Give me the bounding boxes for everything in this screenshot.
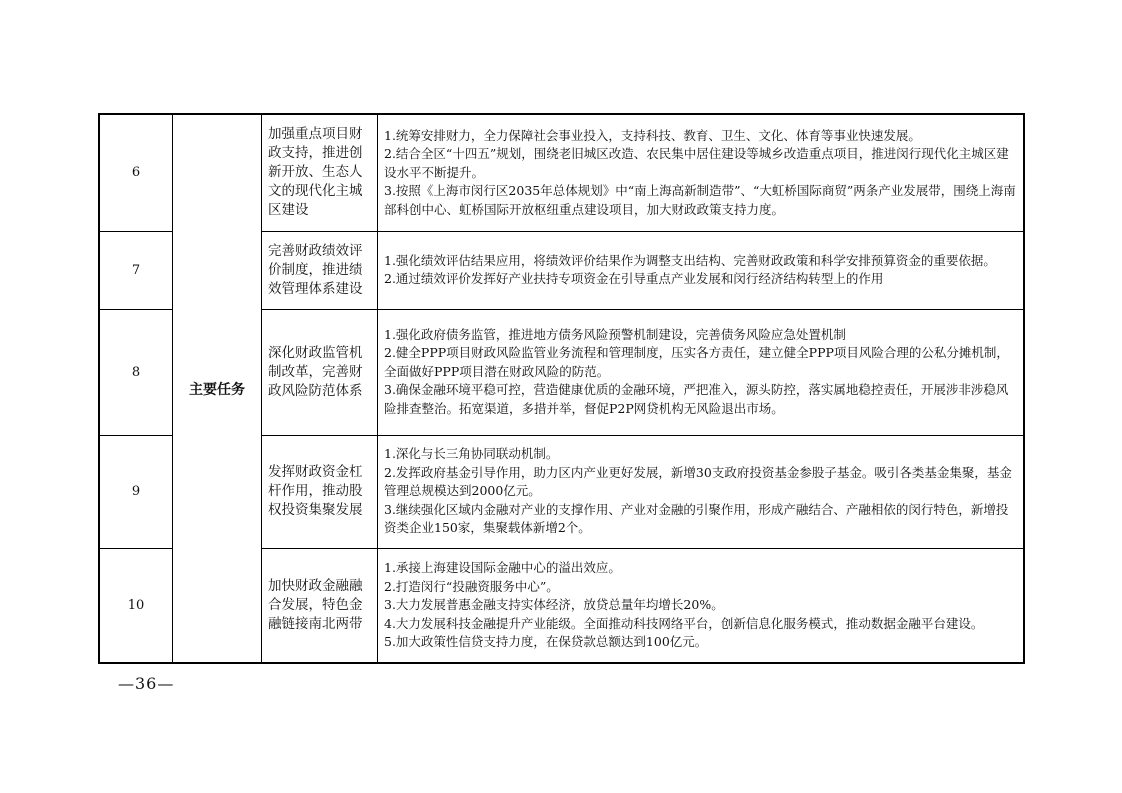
row-number: 10 <box>99 548 173 663</box>
row-number: 9 <box>99 435 173 548</box>
row-number: 7 <box>99 231 173 309</box>
task-details <box>378 435 1025 548</box>
detail-item: 3.按照《上海市闵行区2035年总体规划》中“南上海高新制造带”、“大虹桥国际商贸”两条产业发展带，围绕上海南部科创中心、虹桥国际开放枢纽重点建设项目，加大财政政策支持力度。 <box>384 183 1016 217</box>
detail-item: 1.强化政府债务监管，推进地方债务风险预警机制建设，完善债务风险应急处置机制 <box>384 326 846 342</box>
detail-item: 1.统筹安排财力，全力保障社会事业投入，支持科技、教育、卫生、文化、体育等事业快速发展。 <box>384 127 921 143</box>
detail-item: 1.强化绩效评估结果应用，将绩效评价结果作为调整支出结构、完善财政政策和科学安排预算资金的重要依据。 <box>384 252 996 268</box>
detail-item: 2.结合全区“十四五”规划，围绕老旧城区改造、农民集中居住建设等城乡改造重点项目，推进闵行现代化主城区建设水平不断提升。 <box>384 146 1009 180</box>
page-number: —36— <box>118 674 175 693</box>
task-details <box>378 231 1025 309</box>
table-row <box>99 114 1024 231</box>
row-number: 8 <box>99 309 173 435</box>
task-details <box>378 309 1025 435</box>
detail-item: 3.继续强化区域内金融对产业的支撑作用、产业对金融的引聚作用，形成产融结合、产融相依的闵行特色，新增投资类企业150家，集聚载体新增2个。 <box>384 501 1009 536</box>
row-number: 6 <box>99 114 173 231</box>
task-details <box>378 548 1025 663</box>
task-table <box>98 113 1025 664</box>
detail-item: 4.大力发展科技金融提升产业能级。全面推动科技网络平台，创新信息化服务模式，推动数据金融平台建设。 <box>384 615 984 631</box>
detail-item: 2.发挥政府基金引导作用，助力区内产业更好发展，新增30支政府投资基金参股子基金。吸引各类基金集聚，基金管理总规模达到2000亿元。 <box>384 464 1012 499</box>
task-title: 加强重点项目财政支持，推进创新开放、生态人文的现代化主城区建设 <box>262 114 378 231</box>
task-details <box>378 114 1025 231</box>
detail-item: 2.通过绩效评价发挥好产业扶持专项资金在引导重点产业发展和闵行经济结构转型上的作用 <box>384 271 884 286</box>
detail-item: 1.承接上海建设国际金融中心的溢出效应。 <box>384 560 621 575</box>
task-title: 完善财政绩效评价制度，推进绩效管理体系建设 <box>262 231 378 309</box>
task-title: 发挥财政资金杠杆作用，推动股权投资集聚发展 <box>262 435 378 548</box>
category-label: 主要任务 <box>173 114 262 663</box>
detail-item: 1.深化与长三角协同联动机制。 <box>384 446 559 462</box>
task-title: 加快财政金融融合发展，特色金融链接南北两带 <box>262 548 378 663</box>
detail-item: 5.加大政策性信贷支持力度，在保贷款总额达到100亿元。 <box>384 634 708 649</box>
detail-item: 2.健全PPP项目财政风险监管业务流程和管理制度，压实各方责任，建立健全PPP项目风险合理的公私分摊机制，全面做好PPP项目潜在财政风险的防范。 <box>384 345 1009 379</box>
detail-item: 3.确保金融环境平稳可控，营造健康优质的金融环境，严把准入，源头防控，落实属地稳控责任，开展涉非涉稳风险排查整治。拓宽渠道，多措并举，督促P2P网贷机构无风险退出市场。 <box>384 382 1009 416</box>
detail-item: 3.大力发展普惠金融支持实体经济，放贷总量年均增长20%。 <box>384 597 724 612</box>
detail-item: 2.打造闵行“投融资服务中心”。 <box>384 578 559 594</box>
task-title: 深化财政监管机制改革，完善财政风险防范体系 <box>262 309 378 435</box>
